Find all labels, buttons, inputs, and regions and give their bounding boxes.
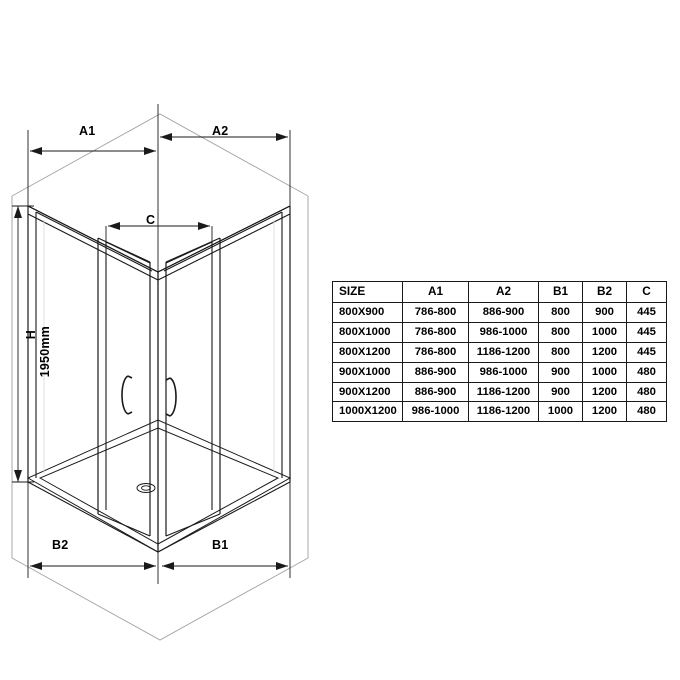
table-header-b2: B2 (583, 282, 627, 303)
table-row (333, 302, 667, 322)
table-row (333, 342, 667, 362)
dimension-label-b2: B2 (52, 538, 69, 552)
cell-a2: 1186-1200 (469, 402, 539, 422)
cell-b1: 800 (539, 322, 583, 342)
cell-size: 800X1000 (333, 322, 403, 342)
cell-size: 800X900 (333, 302, 403, 322)
dimension-label-a1: A1 (79, 124, 96, 138)
cell-c: 445 (627, 322, 667, 342)
cell-a2: 886-900 (469, 302, 539, 322)
cell-a1: 786-800 (403, 342, 469, 362)
cell-a1: 986-1000 (403, 402, 469, 422)
cell-a1: 886-900 (403, 362, 469, 382)
cell-a2: 1186-1200 (469, 382, 539, 402)
table-header-c: C (627, 282, 667, 303)
cell-b2: 1200 (583, 382, 627, 402)
table-header-size: SIZE (333, 282, 403, 303)
cell-size: 900X1200 (333, 382, 403, 402)
cell-a2: 986-1000 (469, 322, 539, 342)
cell-b2: 1000 (583, 322, 627, 342)
dimension-label-h: H (24, 330, 38, 340)
table-header-b1: B1 (539, 282, 583, 303)
table-row (333, 322, 667, 342)
cell-c: 480 (627, 362, 667, 382)
table-row (333, 362, 667, 382)
cell-size: 1000X1200 (333, 402, 403, 422)
table-header-row (333, 282, 667, 303)
table-row (333, 382, 667, 402)
cell-b1: 900 (539, 382, 583, 402)
dimension-label-a2: A2 (212, 124, 229, 138)
dimension-label-b1: B1 (212, 538, 229, 552)
cell-size: 800X1200 (333, 342, 403, 362)
cell-a2: 1186-1200 (469, 342, 539, 362)
cell-b1: 900 (539, 362, 583, 382)
dimension-label-c: C (146, 213, 156, 227)
cell-b1: 800 (539, 342, 583, 362)
size-table (332, 281, 667, 422)
cell-c: 445 (627, 302, 667, 322)
cell-c: 445 (627, 342, 667, 362)
cell-c: 480 (627, 382, 667, 402)
table-row (333, 402, 667, 422)
cell-a1: 786-800 (403, 302, 469, 322)
cell-size: 900X1000 (333, 362, 403, 382)
cell-b2: 1200 (583, 402, 627, 422)
cell-b2: 1000 (583, 362, 627, 382)
dimension-label-h-value: 1950mm (38, 326, 52, 378)
cell-a1: 786-800 (403, 322, 469, 342)
cell-b2: 1200 (583, 342, 627, 362)
cell-a1: 886-900 (403, 382, 469, 402)
cell-b1: 1000 (539, 402, 583, 422)
cell-b1: 800 (539, 302, 583, 322)
table-header-a1: A1 (403, 282, 469, 303)
table-header-a2: A2 (469, 282, 539, 303)
cell-a2: 986-1000 (469, 362, 539, 382)
cell-c: 480 (627, 402, 667, 422)
cell-b2: 900 (583, 302, 627, 322)
